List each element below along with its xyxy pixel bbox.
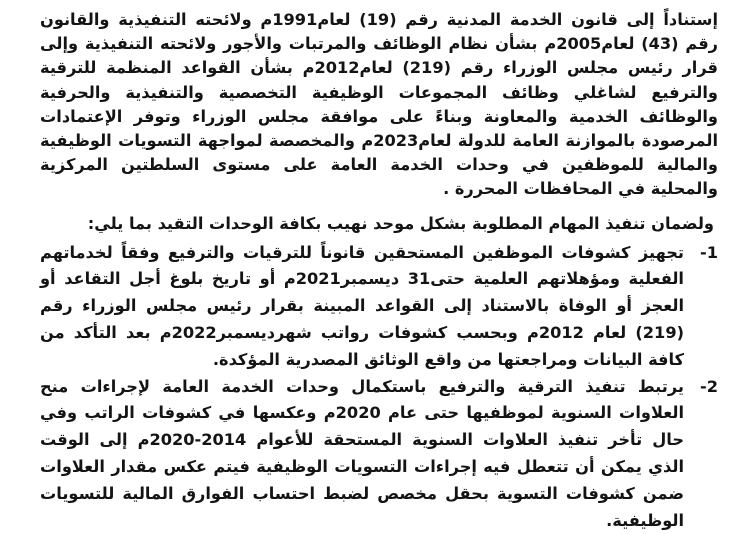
item-text: يرتبط تنفيذ الترقية والترفيع باستكمال وحدات الخدمة العامة لإجراءات منح العلاوات السنوية لموظفيها حتى عام 2020م وعكسها في كشوفات الراتب وفي حال تأخر تنفيذ العلاوات السنوية المستحقة للأعوام 2014-2020م إلى الوقت الذي يمكن أن تتعطل فيه إجراءات التسويات الوظيفية فيتم عكس مقدار العلاوات ضمن كشوفات التسوية بحقل مخصص لضبط احتساب الفوارق المالية للتسويات الوظيفية. bbox=[40, 376, 684, 530]
item-number: 2- bbox=[700, 376, 718, 396]
intro-paragraph: إستناداً إلى قانون الخدمة المدنية رقم (19) لعام1991م ولائحته التنفيذية والقانون رقم (43) لعام2005م بشأن نظام الوظائف والمرتبات والأجور ولائحته التنفيذية وإلى قرار رئيس مجلس الوزراء رقم (219) لعام2012م بشأن القواعد المنظمة للترقية والترفيع لشاغلي وظائف المجموعات الوظيفية التخصصية والتنفيذية والحرفية والوظائف الخدمية والمعاونة وبناءً على موافقة مجلس الوزراء وتوفر الإعتمادات المرصودة بالموازنة العامة للدولة لعام2023م والمخصصة لمواجهة التسويات الوظيفية والمالية للموظفين في وحدات الخدمة العامة على مستوى السلطتين المركزية والمحلية في المحافظات المحررة . bbox=[40, 10, 718, 199]
instruction-list bbox=[40, 240, 718, 534]
list-item bbox=[40, 374, 718, 534]
lead-sentence: ولضمان تنفيذ المهام المطلوبة بشكل موحد نهيب بكافة الوحدات التقيد بما يلي: bbox=[87, 213, 714, 233]
item-number: 1- bbox=[700, 242, 718, 262]
item-text: تجهيز كشوفات الموظفين المستحقين قانوناً للترقيات والترفيع وفقاً لخدماتهم الفعلية ومؤهلاتهم العلمية حتى31 ديسمبر2021م أو تاريخ بلوغ أجل التقاعد أو العجز أو الوفاة بالاستناد إلى القواعد المبينة بقرار رئيس مجلس الوزراء رقم (219) لعام 2012م وبحسب كشوفات رواتب شهرديسمبر2022م بعد التأكد من كافة البيانات ومراجعتها من واقع الوثائق المصدرية المؤكدة. bbox=[40, 242, 684, 369]
list-item bbox=[40, 240, 718, 374]
